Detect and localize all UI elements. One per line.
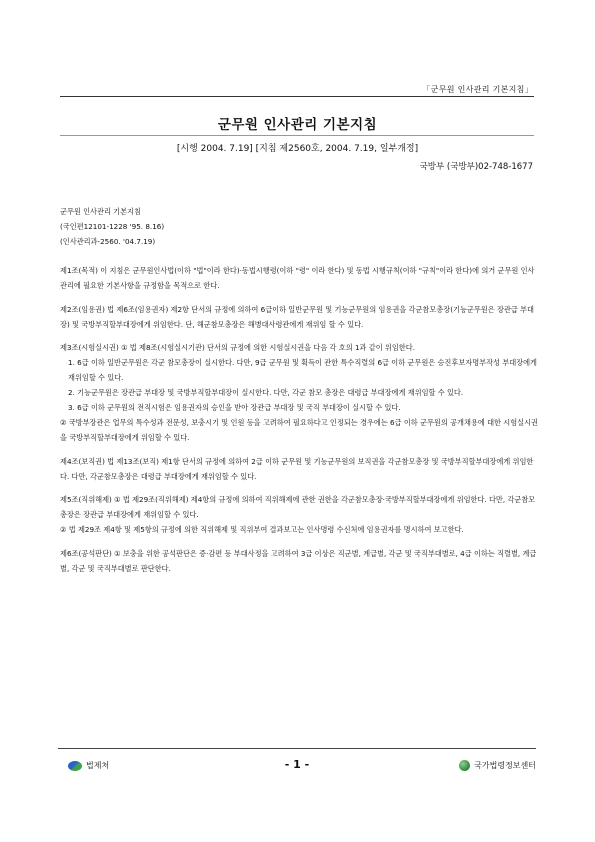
article-4: 제4조(보직권) 법 제13조(보직) 제1항 단서의 규정에 의하여 2급 이하 군무원 및 기능군무원의 보직권을 각군참모총장 및 국방부직할부대장에게 위임한다. 다만, 각군참모총장은 대령급 부대장에게 재위임할 수 있다. — [60, 456, 534, 481]
document-meta — [60, 204, 540, 249]
article-5: 제5조(직위해제) ① 법 제29조(직위해제) 제4항의 규정에 의하여 직위해제에 관한 권한을 각군참모총장·국방부직할부대장에게 위임한다. 다만, 각군참모총장은 장관급 부대장에게 재위임할 수 있다. — [60, 495, 536, 519]
enactment-info: [시행 2004. 7.19] [지침 제2560호, 2004. 7.19, 일부개정] — [176, 144, 419, 154]
footer-right — [459, 760, 536, 771]
page-title: 군무원 인사관리 기본지침 — [217, 117, 378, 133]
document-body — [60, 204, 540, 584]
header-divider — [60, 96, 534, 97]
meta-ref-1: (국인편12101-1228 '95. 8.16) — [60, 222, 165, 231]
page-footer — [58, 760, 536, 776]
ministry-contact: 국방부 (국방부)02-748-1677 — [419, 162, 533, 172]
meta-ref-2: (인사관리과-2560. '04.7.19) — [60, 237, 156, 246]
article-2: 제2조(임용권) 법 제6조(임용권자) 제2항 단서의 규정에 의하여 6급이하 일반군무원 및 기능군무원의 임용권을 각군참모총장(기능군무원은 장관급 부대장) 및 국방부직할부대장에게 위임한다. 단, 해군참모총장은 해병대사령관에게 재위임 할 수 있다. — [60, 304, 534, 329]
article-3-clause-2: ② 국방부장관은 업무의 특수성과 전문성, 보충시기 및 인원 등을 고려하여 필요하다고 인정되는 경우에는 6급 이하 군무원의 공개채용에 대한 시험실시권을 국방부직할부대장에게 위임할 수 있다. — [60, 418, 538, 442]
article-5-clause-2: ② 법 제29조 제4항 및 제5항의 규정에 의한 직위해제 및 직위부여 결과보고는 인사명령 수신처에 임용권자를 명시하여 보고한다. — [60, 525, 464, 534]
article-3-item-3: 3. 6급 이하 군무원의 전직시험은 임용권자의 승인을 받아 장관급 부대장 및 국직 부대장이 실시할 수 있다. — [68, 403, 401, 412]
globe-icon — [459, 760, 470, 771]
footer-right-label: 국가법령정보센터 — [474, 761, 536, 770]
title-divider — [60, 135, 534, 136]
article-3: 제3조(시험실시권) ① 법 제8조(시험실시기관) 단서의 규정에 의한 시험실시권을 다음 각 호의 1과 같이 위임한다. — [60, 343, 415, 352]
meta-name: 군무원 인사관리 기본지침 — [60, 207, 141, 216]
article-6: 제6조(공석판단) ① 보충을 위한 공석판단은 증·감편 등 부대사정을 고려하여 3급 이상은 직군별, 계급별, 각군 및 국직부대별로, 4급 이하는 직렬별, 계급별, 각군 및 국직부대별로 판단한다. — [60, 548, 537, 573]
document-header-tag: 「군무원 인사관리 기본지침」 — [422, 85, 533, 94]
page-number: - 1 - — [284, 758, 310, 771]
footer-divider — [58, 748, 536, 749]
article-3-item-1: 1. 6급 이하 일반군무원은 각군 참모총장이 실시한다. 다만, 9급 군무원 및 획득이 관한 특수직렬의 6급 이하 군무원은 승진후보자명부작성 부대장에게 재위임할 수 있다. — [68, 358, 537, 382]
footer-left-label: 법제처 — [86, 761, 110, 770]
article-1: 제1조(목적) 이 지침은 군무원인사법(이하 "법"이라 한다)·동법시행령(이하 "령" 이라 한다) 및 동법 시행규칙(이하 "규칙"이라 한다)에 의거 군무원 인사관리에 필요한 기본사항을 규정함을 목적으로 한다. — [60, 266, 535, 290]
article-3-item-2: 2. 기능군무원은 장관급 부대장 및 국방부직할부대장이 실시한다. 다만, 각군 참모 총장은 대령급 부대장에게 재위임할 수 있다. — [68, 388, 464, 397]
